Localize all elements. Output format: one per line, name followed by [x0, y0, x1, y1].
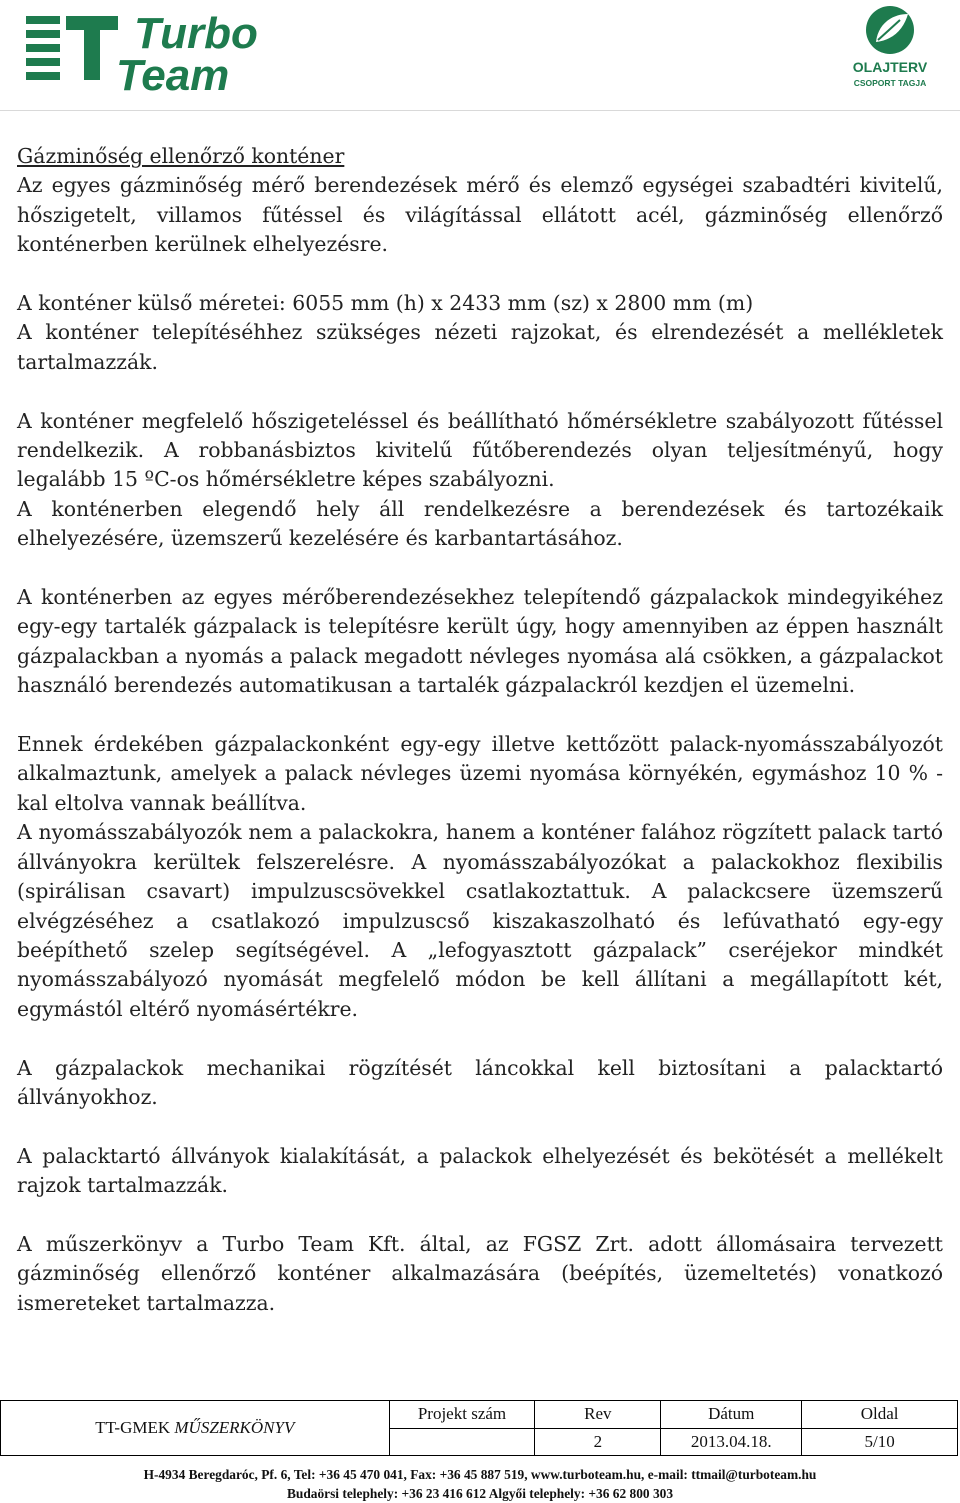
paragraph: A konténerben elegendő hely áll rendelkezésre a berendezések és tartozékaik elhelyezésére, üzemszerű kezelésére és karbantartásához. — [17, 496, 943, 551]
olajterv-name: OLAJTERV — [852, 59, 928, 75]
logo-word-turbo: Turbo — [134, 9, 258, 58]
footer-address-main: H-4934 Beregdaróc, Pf. 6, Tel: +36 45 470 041, Fax: +36 45 887 519, www.turboteam.hu, e-mail: ttmail@turboteam.hu — [143, 1467, 817, 1482]
paragraph: A konténer telepítéséhhez szükséges nézeti rajzokat, és elrendezését a mellékletek tartalmazzák. — [17, 320, 943, 374]
rev-value: 2 — [535, 1428, 661, 1456]
logo-word-team: Team — [116, 51, 230, 94]
olajterv-logo — [842, 0, 938, 96]
header-divider — [0, 110, 960, 111]
footer-info-table — [0, 1400, 958, 1456]
olajterv-subtitle: CSOPORT TAGJA — [853, 78, 927, 88]
header-page: Oldal — [802, 1401, 958, 1429]
header-rev: Rev — [535, 1401, 661, 1429]
document-type: MŰSZERKÖNYV — [174, 1418, 295, 1437]
turbo-team-logo-icon — [26, 16, 118, 80]
document-code: TT-GMEK — [95, 1418, 175, 1437]
date-value: 2013.04.18. — [661, 1428, 802, 1456]
header-date: Dátum — [661, 1401, 802, 1429]
paragraph: Az egyes gázminőség mérő berendezések mérő és elemző egységei szabadtéri kivitelű, hőszigetelt, villamos fűtéssel és világítással ellátott acél, gázminőség ellenőrző konténerben kerülnek elhelyezésre. — [17, 173, 943, 257]
paragraph: A palacktartó állványok kialakítását, a palackok elhelyezését és bekötését a mellékelt rajzok tartalmazzák. — [17, 1143, 943, 1198]
document-id — [1, 1401, 390, 1456]
turbo-team-logo — [26, 8, 331, 94]
olajterv-leaf-icon — [866, 6, 914, 54]
paragraph: A nyomásszabályozók nem a palackokra, hanem a konténer falához rögzített palack tartó állványokra kerültek felszerelésre. A nyomásszabályozókat a palackokhoz flexibilis (spirálisan csavart) impulzuscsövekkel csatlakoztattuk. A palackcsere üzemszerű elvégzéséhez a csatlakozó impulzuscső kiszakaszolható és lefúvatható egy-egy beépíthető szelep segítségével. A „lefogyasztott gázpalack” cseréjekor mindkét nyomásszabályozó nyomását megfelelő módon be kell állítani a megállapított két, egymástól eltérő nyomásértékre. — [17, 820, 943, 1021]
paragraph: A konténer külső méretei: 6055 mm (h) x 2433 mm (sz) x 2800 mm (m) — [17, 291, 754, 316]
section-title: Gázminőség ellenőrző konténer — [17, 144, 345, 168]
page-header — [0, 0, 960, 112]
paragraph: A konténerben az egyes mérőberendezésekhez telepítendő gázpalackok mindegyikéhez egy-egy tartalék gázpalack is telepítésre került úgy, hogy amennyiben az éppen használt gázpalackban a nyomás a palack megadott névleges nyomása alá csökken, a gázpalackot használó berendezés automatikusan a tartalék gázpalackról kezdjen el üzemelni. — [17, 585, 943, 698]
paragraph: A gázpalackok mechanikai rögzítését láncokkal kell biztosítani a palacktartó állványokhoz. — [17, 1055, 943, 1109]
paragraph: A konténer megfelelő hőszigeteléssel és beállítható hőmérsékletre szabályozott fűtéssel rendelkezik. A robbanásbiztos kivitelű fűtőberendezés olyan teljesítményű, hogy legalább 15 ºC-os hőmérsékletre képes szabályozni. — [17, 408, 943, 492]
paragraph: A műszerkönyv a Turbo Team Kft. által, az FGSZ Zrt. adott állomásaira tervezett gázminőség ellenőrző konténer alkalmazására (beépítés, üzemeltetés) vonatkozó ismereteket tartalmazza. — [17, 1231, 943, 1315]
paragraph: Ennek érdekében gázpalackonként egy-egy illetve kettőzött palack-nyomásszabályozót alkalmaztunk, amelyek a palack névleges üzemi nyomása környékén, egymáshoz 10 % -kal eltolva vannak beállítva. — [17, 732, 943, 815]
header-project-number: Projekt szám — [389, 1401, 535, 1429]
document-body — [17, 142, 943, 1318]
project-number-value — [389, 1428, 535, 1456]
footer-address-branches: Budaörsi telephely: +36 23 416 612 Algyői telephely: +36 62 800 303 — [286, 1486, 674, 1501]
page-value: 5/10 — [802, 1428, 958, 1456]
